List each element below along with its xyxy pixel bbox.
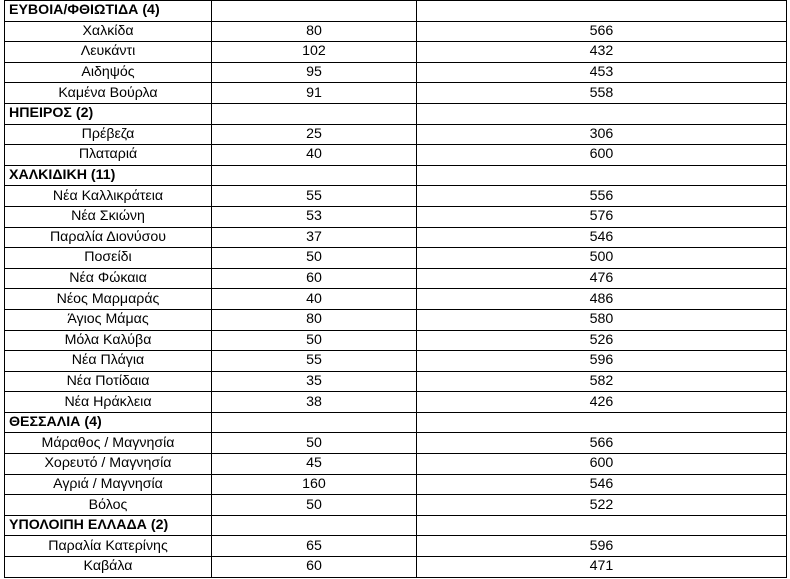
group-header-row	[5, 1, 787, 22]
location-name-cell: Νέα Ηράκλεια	[5, 392, 212, 413]
value-2-cell: 522	[417, 495, 787, 516]
location-name-cell: Μόλα Καλύβα	[5, 330, 212, 351]
location-name-cell: Νέα Καλλικράτεια	[5, 186, 212, 207]
value-1-cell: 60	[212, 268, 417, 289]
empty-cell	[212, 165, 417, 186]
value-1-cell: 80	[212, 309, 417, 330]
value-2-cell: 526	[417, 330, 787, 351]
value-1-cell: 50	[212, 495, 417, 516]
group-header-row	[5, 412, 787, 433]
value-2-cell: 486	[417, 289, 787, 310]
value-1-cell: 91	[212, 83, 417, 104]
value-2-cell: 546	[417, 227, 787, 248]
table-row	[5, 124, 787, 145]
location-name-cell: Καβάλα	[5, 557, 212, 578]
value-2-cell: 580	[417, 309, 787, 330]
value-1-cell: 53	[212, 206, 417, 227]
value-2-cell: 476	[417, 268, 787, 289]
location-name-cell: Πρέβεζα	[5, 124, 212, 145]
value-2-cell: 600	[417, 454, 787, 475]
value-1-cell: 65	[212, 536, 417, 557]
table-row	[5, 21, 787, 42]
table-row	[5, 371, 787, 392]
empty-cell	[212, 1, 417, 22]
value-1-cell: 37	[212, 227, 417, 248]
value-2-cell: 306	[417, 124, 787, 145]
value-2-cell: 546	[417, 474, 787, 495]
value-1-cell: 38	[212, 392, 417, 413]
table-row	[5, 330, 787, 351]
value-1-cell: 102	[212, 42, 417, 63]
location-name-cell: Χορευτό / Μαγνησία	[5, 454, 212, 475]
value-1-cell: 40	[212, 289, 417, 310]
value-1-cell: 45	[212, 454, 417, 475]
group-title: ΘΕΣΣΑΛΙΑ (4)	[5, 412, 212, 433]
table-row	[5, 392, 787, 413]
value-2-cell: 500	[417, 248, 787, 269]
table-row	[5, 557, 787, 578]
location-name-cell: Παραλία Διονύσου	[5, 227, 212, 248]
empty-cell	[212, 515, 417, 536]
data-table	[4, 0, 787, 578]
empty-cell	[417, 515, 787, 536]
group-title: ΥΠΟΛΟΙΠΗ ΕΛΛΑΔΑ (2)	[5, 515, 212, 536]
location-name-cell: Ποσείδι	[5, 248, 212, 269]
table-row	[5, 227, 787, 248]
group-header-row	[5, 103, 787, 124]
group-header-row	[5, 515, 787, 536]
location-name-cell: Παραλία Κατερίνης	[5, 536, 212, 557]
table-row	[5, 62, 787, 83]
table-row	[5, 309, 787, 330]
empty-cell	[417, 165, 787, 186]
value-1-cell: 50	[212, 433, 417, 454]
table-row	[5, 145, 787, 166]
value-1-cell: 160	[212, 474, 417, 495]
group-title: ΗΠΕΙΡΟΣ (2)	[5, 103, 212, 124]
empty-cell	[417, 103, 787, 124]
value-2-cell: 426	[417, 392, 787, 413]
location-name-cell: Χαλκίδα	[5, 21, 212, 42]
group-title: ΕΥΒΟΙΑ/ΦΘΙΩΤΙΔΑ (4)	[5, 1, 212, 22]
value-2-cell: 566	[417, 433, 787, 454]
value-1-cell: 60	[212, 557, 417, 578]
location-name-cell: Νέα Φώκαια	[5, 268, 212, 289]
value-2-cell: 566	[417, 21, 787, 42]
value-1-cell: 50	[212, 248, 417, 269]
value-2-cell: 596	[417, 351, 787, 372]
location-name-cell: Καμένα Βούρλα	[5, 83, 212, 104]
table-row	[5, 186, 787, 207]
location-name-cell: Νέα Πλάγια	[5, 351, 212, 372]
location-name-cell: Αιδηψός	[5, 62, 212, 83]
value-2-cell: 556	[417, 186, 787, 207]
table-row	[5, 454, 787, 475]
value-1-cell: 80	[212, 21, 417, 42]
table-row	[5, 206, 787, 227]
location-name-cell: Μάραθος / Μαγνησία	[5, 433, 212, 454]
table-row	[5, 83, 787, 104]
value-1-cell: 35	[212, 371, 417, 392]
table-row	[5, 536, 787, 557]
table-row	[5, 289, 787, 310]
location-name-cell: Αγριά / Μαγνησία	[5, 474, 212, 495]
value-1-cell: 55	[212, 186, 417, 207]
value-1-cell: 95	[212, 62, 417, 83]
table-row	[5, 351, 787, 372]
empty-cell	[212, 103, 417, 124]
value-2-cell: 453	[417, 62, 787, 83]
table-row	[5, 433, 787, 454]
empty-cell	[417, 412, 787, 433]
data-table-body	[5, 1, 787, 578]
value-2-cell: 600	[417, 145, 787, 166]
value-2-cell: 558	[417, 83, 787, 104]
location-name-cell: Λευκάντι	[5, 42, 212, 63]
location-name-cell: Νέα Ποτίδαια	[5, 371, 212, 392]
location-name-cell: Νέος Μαρμαράς	[5, 289, 212, 310]
value-2-cell: 596	[417, 536, 787, 557]
empty-cell	[417, 1, 787, 22]
value-2-cell: 576	[417, 206, 787, 227]
location-name-cell: Άγιος Μάμας	[5, 309, 212, 330]
table-row	[5, 248, 787, 269]
location-name-cell: Νέα Σκιώνη	[5, 206, 212, 227]
value-2-cell: 471	[417, 557, 787, 578]
value-2-cell: 432	[417, 42, 787, 63]
table-row	[5, 474, 787, 495]
table-row	[5, 42, 787, 63]
value-1-cell: 40	[212, 145, 417, 166]
group-header-row	[5, 165, 787, 186]
value-1-cell: 25	[212, 124, 417, 145]
value-1-cell: 50	[212, 330, 417, 351]
empty-cell	[212, 412, 417, 433]
value-2-cell: 582	[417, 371, 787, 392]
group-title: ΧΑΛΚΙΔΙΚΗ (11)	[5, 165, 212, 186]
value-1-cell: 55	[212, 351, 417, 372]
location-name-cell: Πλαταριά	[5, 145, 212, 166]
location-name-cell: Βόλος	[5, 495, 212, 516]
table-row	[5, 495, 787, 516]
table-row	[5, 268, 787, 289]
